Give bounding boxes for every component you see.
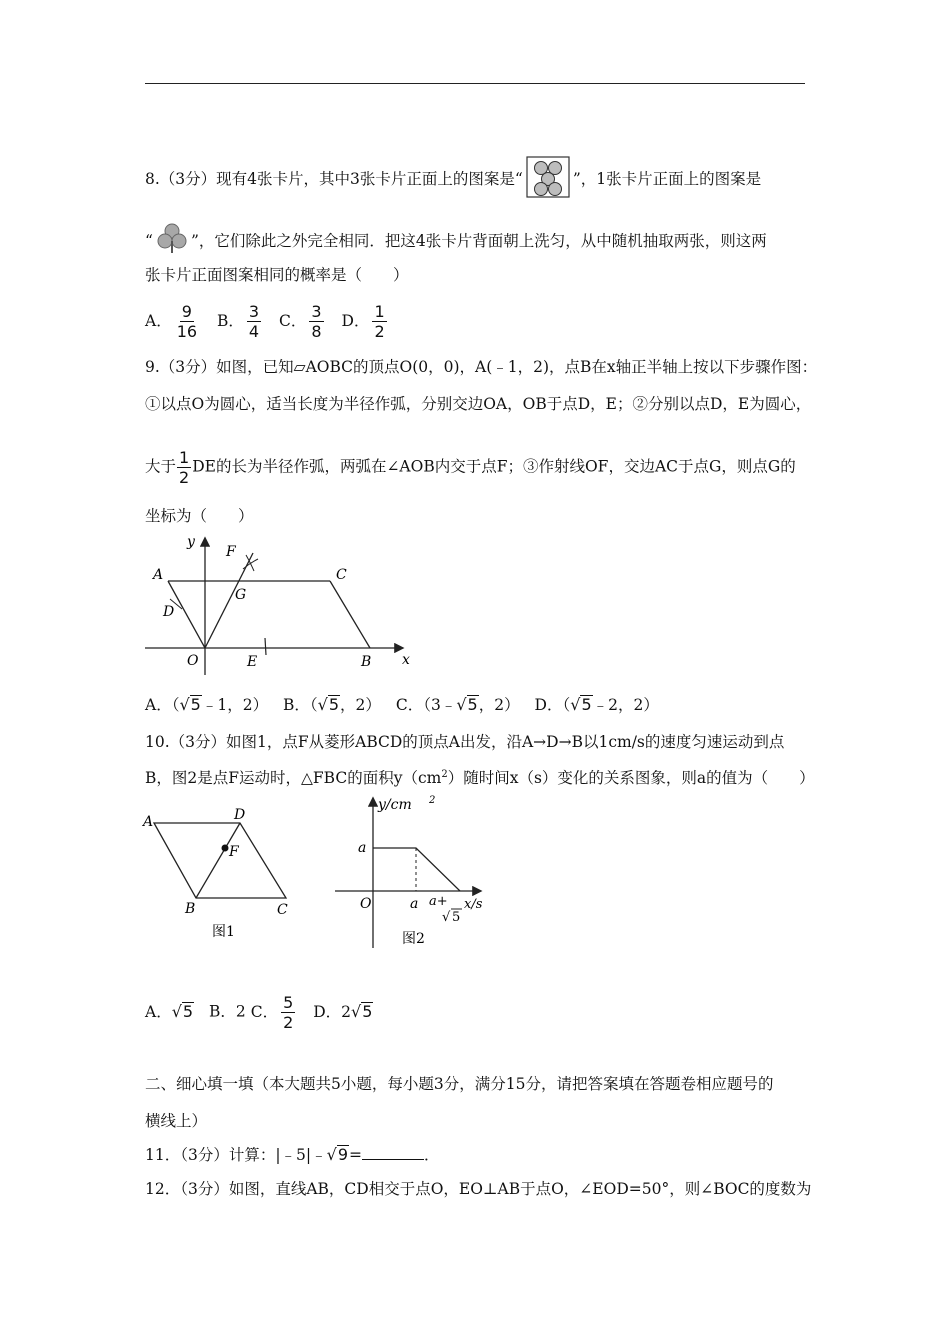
- q12-line1: 12．（3分）如图，直线AB，CD相交于点O，EO⊥AB于点O，∠EOD=50°，则∠BOC的度数为: [145, 1180, 812, 1198]
- sqrt: √5: [351, 1001, 373, 1021]
- q10-line2: [145, 764, 815, 789]
- label-a: A: [143, 814, 154, 830]
- denominator: 2: [283, 1013, 294, 1032]
- q10-text-post: ）随时间x（s）变化的关系图象，则a的值为（ ）: [447, 769, 815, 788]
- q9-option-d: [535, 696, 659, 714]
- denominator: 4: [248, 322, 260, 341]
- fraction: [247, 302, 261, 341]
- q10-superscript: 2: [441, 769, 448, 780]
- sqrt-sign: √: [442, 910, 451, 925]
- fraction: [309, 302, 323, 341]
- q10-figure1-rhombus: [140, 805, 300, 945]
- q8-text-a: 8.（3分）现有4张卡片，其中3张卡片正面上的图案是“: [145, 170, 523, 188]
- q9-line1: 9.（3分）如图，已知▱AOBC的顶点O(0，0)，A(﹣1，2)，点B在x轴正半轴上按以下步骤作图：: [145, 358, 818, 376]
- sqrt: √5: [179, 695, 201, 714]
- radicand: 5: [362, 1001, 373, 1021]
- q11-text-pre: 11．（3分）计算：|﹣5|﹣: [145, 1146, 327, 1164]
- label-d: D: [163, 604, 175, 620]
- radicand: 5: [467, 695, 478, 714]
- option-rest: ﹣2，2）: [592, 696, 659, 714]
- label-f: F: [226, 544, 236, 560]
- sqrt: √9: [326, 1145, 349, 1164]
- label-x-unit: x/s: [464, 897, 483, 912]
- q8-text-d: ”，它们除此之外完全相同．把这4张卡片背面朝上洗匀，从中随机抽取两张，则这两: [190, 232, 767, 250]
- rhombus-abcd: [154, 823, 286, 898]
- option-rest: ﹣1，2）: [201, 696, 269, 714]
- q11-period: ．: [424, 1146, 440, 1164]
- numerator: 5: [283, 993, 294, 1012]
- label-c: C: [336, 567, 347, 583]
- option-label: C．: [279, 311, 307, 330]
- q10-option-d: [313, 1003, 373, 1021]
- option-b-text: B．2: [209, 1002, 246, 1021]
- denominator: 2: [374, 322, 385, 341]
- label-y: y: [187, 535, 195, 550]
- figure1-caption: 图1: [212, 924, 235, 940]
- q8-options: [145, 302, 400, 341]
- numerator: 3: [248, 302, 260, 321]
- radicand: 5: [182, 1001, 194, 1021]
- q8-line2: [145, 222, 767, 254]
- label-root-5: 5: [452, 910, 461, 925]
- label-a-plus: a+: [429, 894, 448, 909]
- label-c: C: [277, 902, 288, 918]
- radicand: 5: [581, 695, 592, 714]
- q8-line3: 张卡片正面图案相同的概率是（ ）: [145, 266, 409, 284]
- figure2-caption: 图2: [402, 931, 425, 947]
- option-rest: ，2）: [478, 696, 520, 714]
- label-b: B: [185, 901, 196, 917]
- label-o: O: [360, 896, 372, 912]
- half-fraction: [177, 448, 191, 487]
- option-rest: ，2）: [340, 696, 381, 714]
- label-e: E: [247, 654, 258, 670]
- q10-text-pre: B，图2是点F运动时，△FBC的面积y（cm: [145, 769, 442, 788]
- q9-option-a: [145, 696, 268, 714]
- q9-line2: ①以点O为圆心，适当长度为半径作弧，分别交边OA，OB于点D，E；②分别以点D，E为圆心，: [145, 395, 812, 413]
- label-b: B: [361, 654, 372, 670]
- option-label: B．: [217, 311, 244, 330]
- option-label: A．: [145, 311, 172, 330]
- arc-mark-f2: [246, 555, 254, 571]
- q8-option-a: [145, 302, 202, 341]
- q9-parallelogram-figure: [140, 535, 415, 680]
- sqrt: √5: [171, 1001, 194, 1021]
- diagonal-db: [196, 823, 240, 898]
- fraction: [175, 302, 199, 341]
- q9-line4: 坐标为（ ）: [145, 507, 254, 525]
- label-d: D: [234, 807, 246, 823]
- option-label: A．（: [145, 696, 180, 714]
- numerator: 1: [179, 448, 190, 467]
- fraction: [281, 993, 295, 1032]
- option-label: D．2: [313, 1002, 352, 1021]
- q10-option-c: [250, 993, 299, 1032]
- q8-option-c: [279, 302, 327, 341]
- answer-blank[interactable]: [362, 1145, 424, 1160]
- denominator: 8: [311, 322, 322, 341]
- arc-mark-e: [265, 638, 266, 655]
- label-y-sup: 2: [429, 795, 436, 806]
- option-label: D．（: [534, 696, 571, 714]
- option-label: C．（3﹣: [395, 696, 457, 714]
- radicand: 5: [190, 695, 201, 714]
- q9-options: [145, 694, 669, 716]
- section2-line1: 二、细心填一填（本大题共5小题，每小题3分，满分15分，请把答案填在答题卷相应题号的: [145, 1075, 774, 1093]
- option-label: C．: [250, 1002, 279, 1021]
- label-f: F: [229, 844, 239, 860]
- q8-text-c: “: [145, 232, 153, 250]
- label-x: x: [402, 652, 410, 668]
- section2-line2: 横线上）: [145, 1112, 208, 1130]
- numerator: 1: [374, 302, 385, 321]
- q8-option-d: [341, 302, 390, 341]
- q9-option-b: [283, 696, 381, 714]
- q11-line: [145, 1144, 440, 1166]
- numerator: 3: [311, 302, 322, 321]
- label-a-x: a: [410, 896, 419, 912]
- label-o: O: [187, 653, 199, 669]
- numerator: 9: [181, 302, 192, 321]
- q10-figure2-graph: [330, 795, 495, 955]
- q10-option-a: [145, 1003, 194, 1021]
- q8-line1: [145, 156, 761, 198]
- side-cb: [330, 581, 370, 648]
- radicand: 5: [328, 695, 340, 714]
- denominator: 2: [179, 468, 190, 487]
- q10-option-b: [209, 1003, 246, 1021]
- q9-text-post: DE的长为半径作弧，两弧在∠AOB内交于点F；③作射线OF，交边AC于点G，则点G的: [192, 457, 796, 476]
- denominator: 16: [176, 322, 198, 341]
- q11-text-post: =: [349, 1146, 363, 1164]
- q10-line1: 10.（3分）如图1，点F从菱形ABCD的顶点A出发，沿A→D→B以1cm/s的速度匀速运动到点: [145, 733, 785, 751]
- label-y-unit: y/cm: [378, 797, 412, 813]
- option-label: D．: [341, 311, 370, 330]
- q9-text-pre: 大于: [145, 457, 177, 476]
- option-label: B．（: [283, 696, 318, 714]
- q9-option-c: [396, 696, 520, 714]
- sqrt: √5: [456, 695, 478, 714]
- label-g: G: [235, 587, 247, 603]
- label-a-y: a: [358, 840, 367, 856]
- option-label: A．: [145, 1002, 172, 1021]
- four-circles-card-icon: [525, 156, 571, 198]
- clover-card-icon: [154, 222, 190, 254]
- q10-options: [145, 993, 373, 1032]
- radicand: 9: [337, 1145, 349, 1164]
- q8-option-b: [217, 302, 264, 341]
- sqrt: √5: [317, 695, 340, 714]
- label-a: A: [153, 567, 164, 583]
- point-f: [222, 845, 229, 852]
- fraction: [372, 302, 386, 341]
- q9-line3: [145, 448, 796, 487]
- header-rule: [145, 83, 805, 84]
- q8-text-b: ”，1张卡片正面上的图案是: [572, 170, 762, 188]
- sqrt: √5: [570, 695, 592, 714]
